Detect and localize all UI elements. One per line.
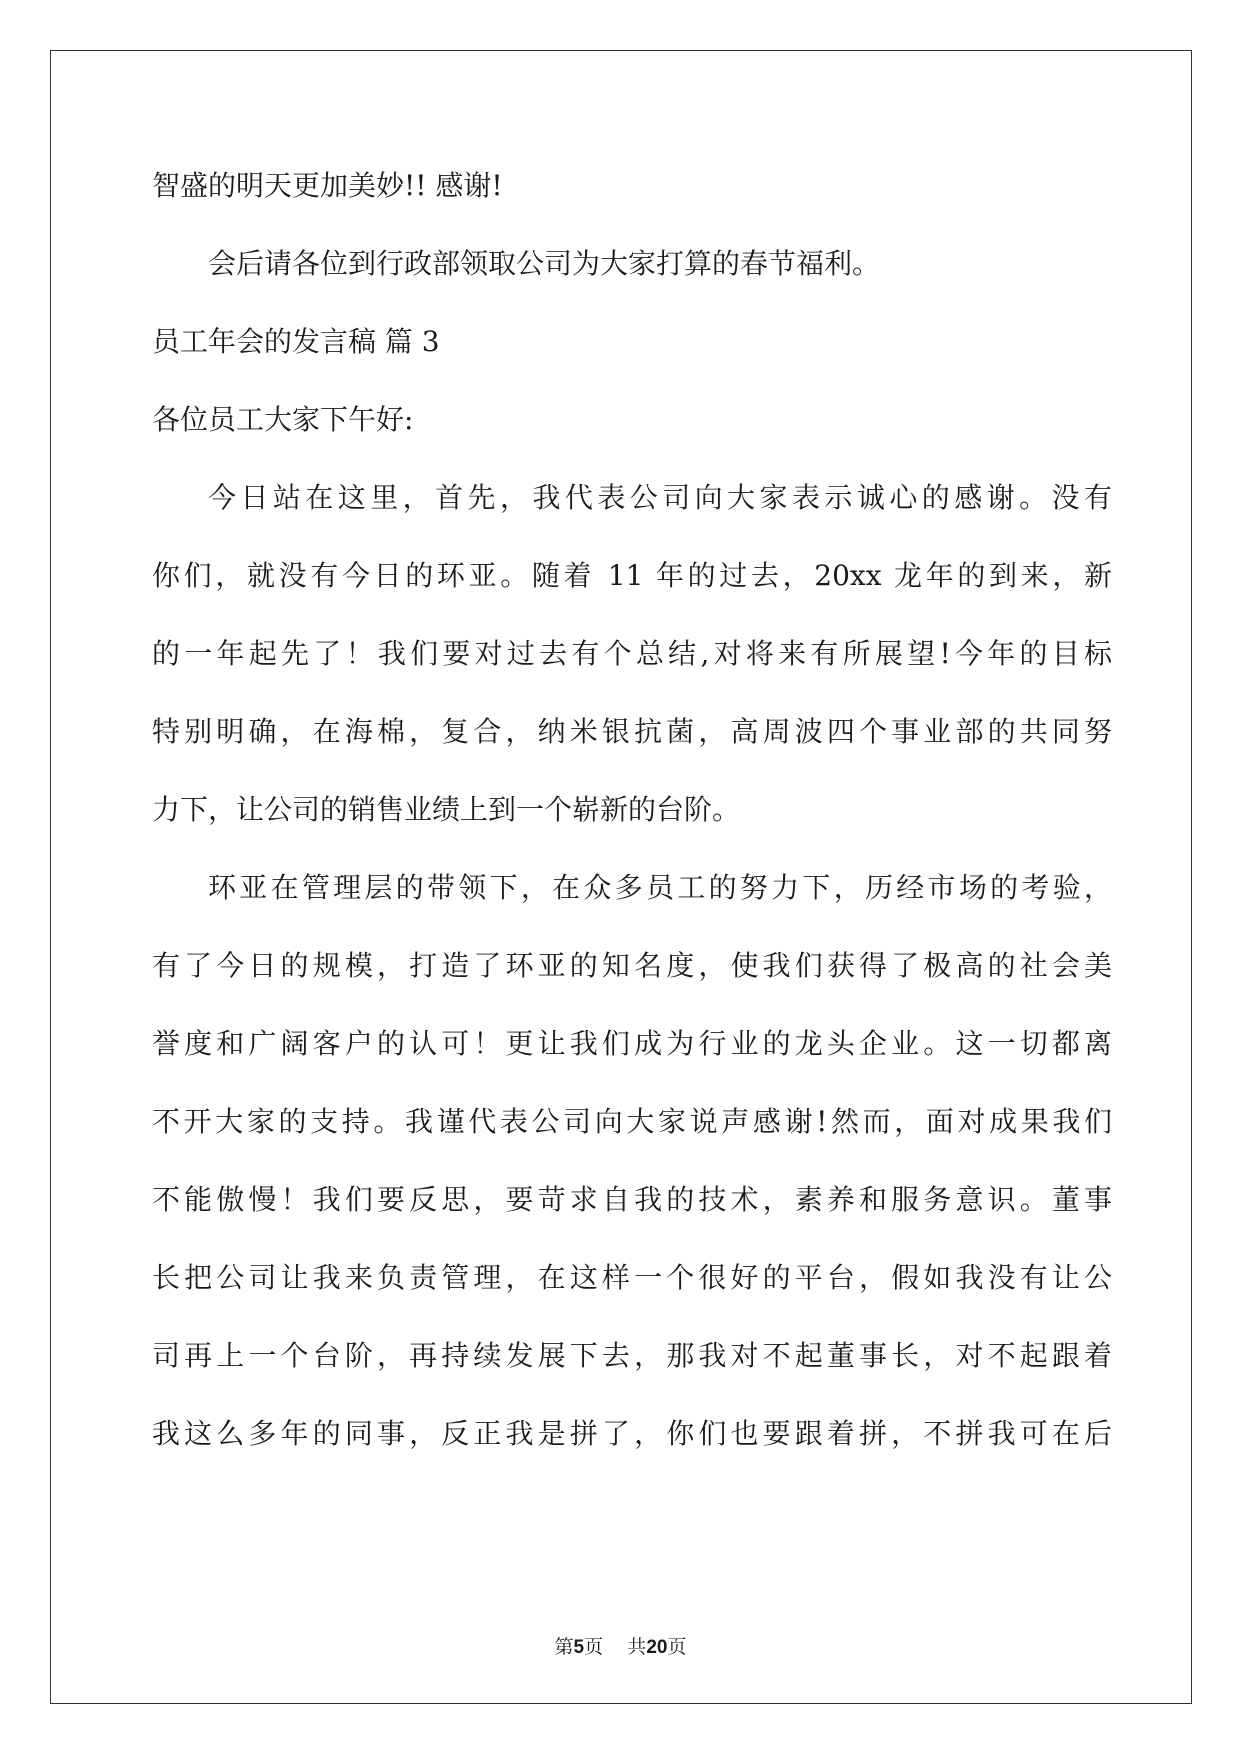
text-line: 有了今日的规模，打造了环亚的知名度，使我们获得了极高的社会美: [152, 949, 1112, 982]
text-line: 长把公司让我来负责管理，在这样一个很好的平台，假如我没有让公: [152, 1261, 1112, 1294]
page-prefix: 第: [554, 1636, 574, 1658]
text-line: 智盛的明天更加美妙!! 感谢!: [152, 169, 503, 202]
salutation: 各位员工大家下午好:: [152, 403, 414, 436]
page-number: 5: [573, 1637, 585, 1658]
text-line: 环亚在管理层的带领下，在众多员工的努力下，历经市场的考验，: [208, 871, 1112, 904]
total-suffix: 页: [667, 1636, 687, 1658]
total-prefix: 共: [627, 1636, 647, 1658]
page-footer: [0, 1632, 1241, 1659]
total-pages: 20: [646, 1637, 668, 1658]
text-line: 你们，就没有今日的环亚。随着 11 年的过去，20xx 龙年的到来，新: [152, 559, 1112, 592]
text-line: 力下，让公司的销售业绩上到一个崭新的台阶。: [152, 793, 741, 826]
document-body: [152, 166, 1112, 1454]
page-suffix: 页: [584, 1636, 604, 1658]
text-line: 我这么多年的同事，反正我是拼了，你们也要跟着拼，不拼我可在后: [152, 1417, 1112, 1450]
text-line: 特别明确，在海棉，复合，纳米银抗菌，高周波四个事业部的共同努: [152, 715, 1112, 748]
text-line: 的一年起先了！我们要对过去有个总结,对将来有所展望!今年的目标: [152, 637, 1112, 670]
text-line: 不能傲慢！我们要反思，要苛求自我的技术，素养和服务意识。董事: [152, 1183, 1112, 1216]
text-line: 今日站在这里，首先，我代表公司向大家表示诚心的感谢。没有: [208, 481, 1112, 514]
text-line: 不开大家的支持。我谨代表公司向大家说声感谢!然而，面对成果我们: [152, 1105, 1112, 1138]
text-line: 司再上一个台阶，再持续发展下去，那我对不起董事长，对不起跟着: [152, 1339, 1112, 1372]
text-line: 会后请各位到行政部领取公司为大家打算的春节福利。: [208, 247, 881, 280]
text-line: 誉度和广阔客户的认可！更让我们成为行业的龙头企业。这一切都离: [152, 1027, 1112, 1060]
section-heading: 员工年会的发言稿 篇 3: [152, 325, 440, 358]
